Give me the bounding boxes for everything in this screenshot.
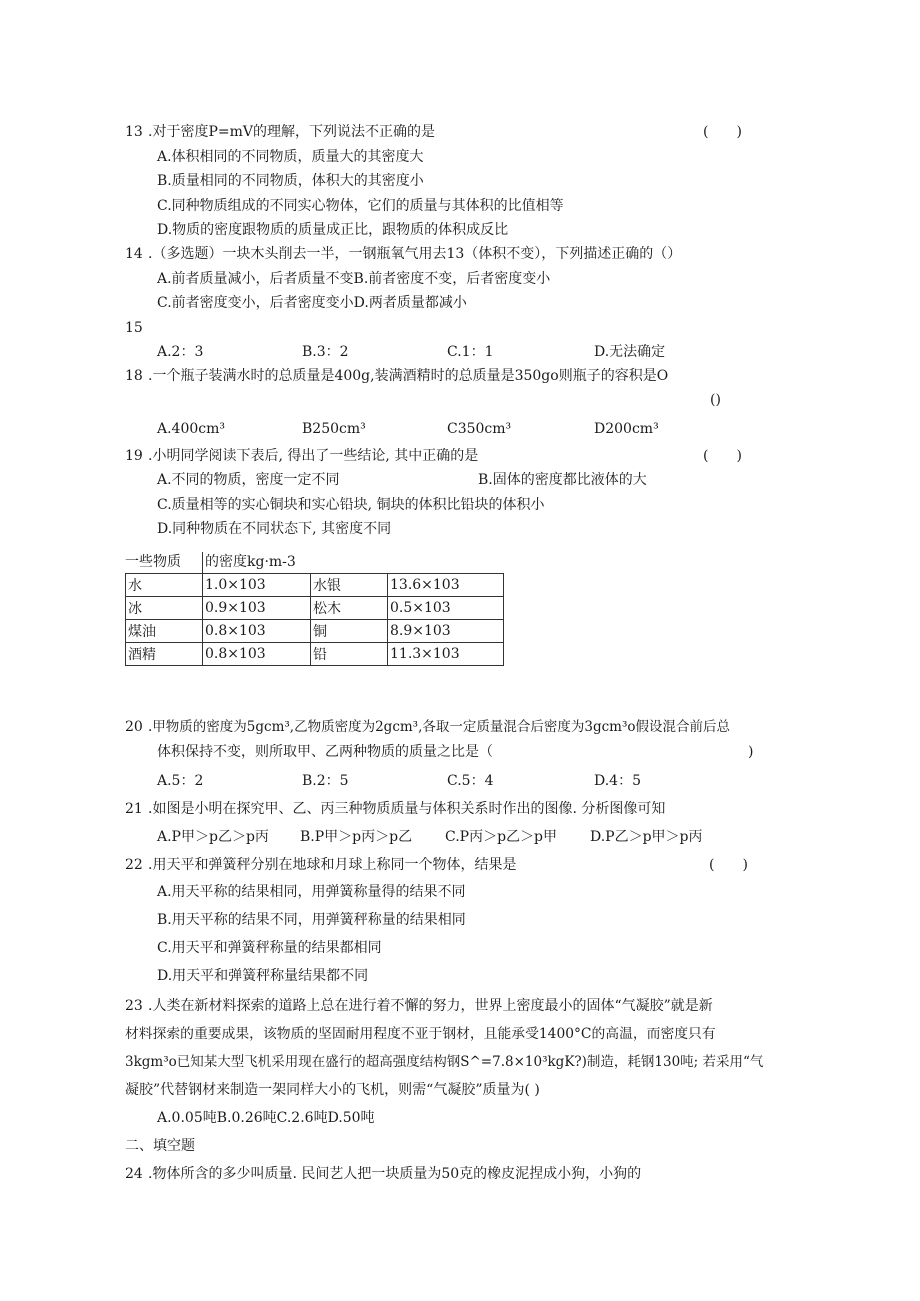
question-13-option-a: A.体积相同的不同物质，质量大的其密度大 (157, 149, 424, 165)
table-cell-substance: 煤油 (126, 620, 203, 643)
question-18-option-c: C350cm³ (447, 421, 512, 437)
question-20-number: 20 (125, 719, 143, 735)
table-row (126, 574, 504, 597)
question-20-option-a: A.5：2 (157, 773, 204, 789)
question-23-stem-line-4: 凝胶”代替钢材来制造一架同样大小的飞机，则需“气凝胶”质量为( ) (125, 1082, 540, 1098)
question-18-option-b: B250cm³ (302, 421, 366, 437)
question-20-option-d: D.4：5 (594, 773, 641, 789)
section-title-fill-in: 二、填空题 (125, 1138, 195, 1154)
question-22-number: 22 (125, 857, 143, 873)
question-13-stem: .对于密度P=mV的理解，下列说法不正确的是 (148, 124, 435, 140)
question-14-number: 14 (125, 246, 143, 262)
question-19-option-a: A.不同的物质，密度一定不同 (157, 472, 340, 488)
question-15-option-b: B.3：2 (302, 344, 349, 360)
density-table (125, 573, 504, 666)
question-21-option-a: A.P甲＞p乙＞p丙 (157, 829, 269, 845)
table-row (126, 643, 504, 666)
question-20-answer-paren: ) (748, 744, 754, 760)
question-19-stem: .小明同学阅读下表后, 得出了一些结论, 其中正确的是 (148, 448, 479, 464)
question-21-option-c: C.P丙＞p乙＞p甲 (445, 829, 558, 845)
question-13-option-c: C.同种物质组成的不同实心物体，它们的质量与其体积的比值相等 (157, 198, 564, 214)
question-23-stem-line-1: .人类在新材料探索的道路上总在进行着不懈的努力，世界上密度最小的固体“气凝胶”就是新 (148, 998, 713, 1014)
question-20-stem-line-1: .甲物质的密度为5gcm³,乙物质密度为2gcm³,各取一定质量混合后密度为3gcm³o假设混合前后总 (148, 719, 731, 735)
table-cell-density: 8.9×103 (388, 620, 504, 643)
table-cell-density: 11.3×103 (388, 643, 504, 666)
table-cell-density: 0.8×103 (203, 620, 311, 643)
question-18-number: 18 (125, 368, 143, 384)
table-cell-density: 13.6×103 (388, 574, 504, 597)
question-18-option-a: A.400cm³ (157, 421, 226, 437)
table-cell-density: 0.9×103 (203, 597, 311, 620)
question-21-option-b: B.P甲＞p丙＞p乙 (300, 829, 413, 845)
question-24-stem: .物体所含的多少叫质量. 民间艺人把一块质量为50克的橡皮泥捏成小狗，小狗的 (148, 1166, 642, 1182)
question-21-number: 21 (125, 801, 143, 817)
table-cell-density: 0.8×103 (203, 643, 311, 666)
question-18-stem: .一个瓶子装满水时的总质量是400g,装满酒精时的总质量是350go则瓶子的容积是O (148, 368, 669, 384)
question-21-stem: .如图是小明在探究甲、乙、丙三种物质质量与体积关系时作出的图像. 分析图像可知 (148, 801, 666, 817)
question-20-stem-line-2: 体积保持不变，则所取甲、乙两种物质的质量之比是（ (157, 744, 493, 760)
question-13-number: 13 (125, 124, 143, 140)
question-14-options-line-1: A.前者质量减小，后者质量不变B.前者密度不变，后者密度变小 (157, 271, 551, 287)
question-14-stem: .（多选题）一块木头削去一半，一钢瓶氧气用去13（体积不变），下列描述正确的（） (148, 246, 682, 262)
table-cell-substance: 铅 (311, 643, 388, 666)
question-22-option-c: C.用天平和弹簧秤称量的结果都相同 (157, 940, 382, 956)
question-23-options: A.0.05吨B.0.26吨C.2.6吨D.50吨 (157, 1110, 375, 1126)
question-21-option-d: D.P乙＞p甲＞p丙 (590, 829, 703, 845)
question-22-option-d: D.用天平和弹簧秤称量结果都不同 (157, 968, 369, 984)
question-19-option-d: D.同种物质在不同状态下, 其密度不同 (157, 521, 392, 537)
table-cell-density: 0.5×103 (388, 597, 504, 620)
table-cell-density: 1.0×103 (203, 574, 311, 597)
table-cell-substance: 冰 (126, 597, 203, 620)
table-cell-substance: 松木 (311, 597, 388, 620)
table-caption-right: 的密度kg·m-3 (205, 554, 296, 570)
question-19-number: 19 (125, 448, 143, 464)
question-15-option-c: C.1：1 (447, 344, 494, 360)
question-22-answer-paren: ( ) (709, 857, 748, 873)
question-22-stem: .用天平和弹簧秤分别在地球和月球上称同一个物体，结果是 (148, 857, 517, 873)
table-row (126, 597, 504, 620)
table-cell-substance: 酒精 (126, 643, 203, 666)
question-15-option-a: A.2：3 (157, 344, 204, 360)
question-15-number: 15 (125, 320, 143, 336)
table-cell-substance: 铜 (311, 620, 388, 643)
question-18-option-d: D200cm³ (594, 421, 659, 437)
question-20-option-b: B.2：5 (302, 773, 349, 789)
question-14-options-line-2: C.前者密度变小，后者密度变小D.两者质量都减小 (157, 295, 467, 311)
question-13-option-d: D.物质的密度跟物质的质量成正比，跟物质的体积成反比 (157, 222, 509, 238)
question-23-number: 23 (125, 998, 143, 1014)
table-caption-left: 一些物质 (125, 554, 181, 570)
question-22-option-a: A.用天平称的结果相同，用弹簧称量得的结果不同 (157, 884, 466, 900)
question-20-option-c: C.5：4 (447, 773, 494, 789)
question-19-answer-paren: ( ) (703, 448, 742, 464)
question-23-stem-line-3: 3kgm³o已知某大型飞机采用现在盛行的超高强度结构钢S^=7.8×10³kgK?)制造，耗钢130吨; 若采用“气 (125, 1054, 764, 1070)
question-13-option-b: B.质量相同的不同物质，体积大的其密度小 (157, 173, 424, 189)
question-15-option-d: D.无法确定 (594, 344, 666, 360)
question-24-number: 24 (125, 1166, 143, 1182)
question-23-stem-line-2: 材料探索的重要成果，该物质的坚固耐用程度不亚于钢材，且能承受1400°C的高温，而密度只有 (125, 1026, 716, 1042)
question-22-option-b: B.用天平称的结果不同，用弹簧秤称量的结果相同 (157, 912, 466, 928)
table-cell-substance: 水银 (311, 574, 388, 597)
table-caption-divider (202, 552, 203, 573)
question-19-option-c: C.质量相等的实心铜块和实心铅块, 铜块的体积比铅块的体积小 (157, 497, 545, 513)
question-18-answer-paren: () (710, 392, 721, 408)
table-row (126, 620, 504, 643)
question-13-answer-paren: ( ) (703, 124, 742, 140)
question-19-option-b: B.固体的密度都比液体的大 (478, 472, 647, 488)
table-cell-substance: 水 (126, 574, 203, 597)
